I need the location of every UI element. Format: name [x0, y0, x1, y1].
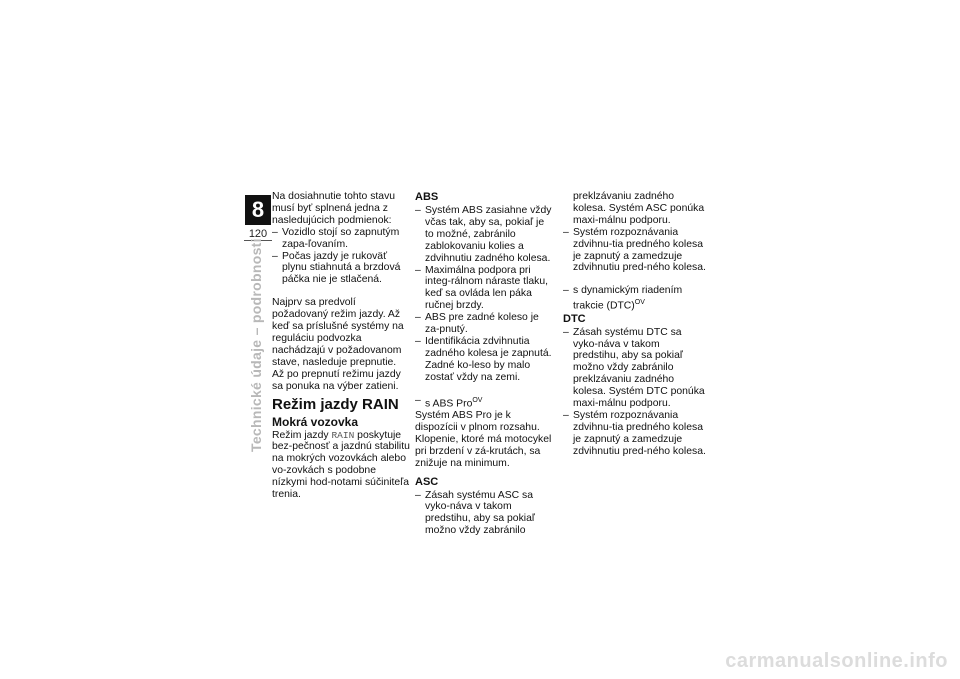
option-superscript: OV	[634, 299, 645, 307]
dash-bullet: –	[563, 409, 569, 421]
list-item: – Vozidlo stojí so zapnutým zapa-ľovaním.	[272, 226, 400, 250]
section-heading: Režim jazdy RAIN	[272, 395, 399, 413]
list-item: – Systém rozpoznávania zdvihnu-tia predného kolesa je zapnutý a zamedzuje zdvihnutiu pred-ného kolesa.	[563, 409, 706, 457]
option-superscript: OV	[472, 396, 483, 404]
body-paragraph: Režim jazdy RAIN poskytuje bez-pečnosť a jazdnú stabilitu na mokrých vozovkách alebo vo-zovkách s podobne nízkymi hod-notami súčiniteľa trenia.	[272, 429, 410, 501]
dash-bullet: –	[272, 250, 278, 262]
text-column-1	[272, 191, 412, 501]
list-item: – Identifikácia zdvihnutia zadného kolesa je zapnutá. Zadné ko-leso by malo zostať vždy na zemi.	[415, 335, 552, 383]
list-item: – Zásah systému ASC sa vyko-náva v takom predstihu, aby sa pokiaľ možno vždy zabránilo	[415, 489, 535, 537]
dash-bullet: –	[563, 226, 569, 238]
dash-bullet: –	[563, 285, 569, 297]
text-column-2	[415, 191, 555, 537]
dash-bullet: –	[415, 489, 421, 501]
list-item: – Počas jazdy je rukoväť plynu stiahnutá a brzdová páčka nie je stlačená.	[272, 250, 401, 286]
asc-heading: ASC	[415, 475, 439, 488]
option-label: – s ABS Pro$^{OV}$	[415, 394, 483, 410]
watermark: carmanualsonline.info	[725, 650, 948, 672]
dash-bullet: –	[415, 394, 421, 406]
dash-bullet: –	[415, 312, 421, 324]
list-item: – Systém ABS zasiahne vždy včas tak, aby sa, pokiaľ je to možné, zabránilo zablokovaniu kolies a zdvihnutiu zadného kolesa.	[415, 205, 552, 264]
dtc-heading: DTC	[563, 312, 586, 325]
body-paragraph: Až po prepnutí režimu jazdy sa ponuka na výber zatieni.	[272, 368, 401, 392]
list-item: – Maximálna podpora pri integ-rálnom náraste tlaku, keď sa ovláda len páka ručnej brzdy.	[415, 264, 549, 312]
list-item: – Zásah systému DTC sa vyko-náva v takom predstihu, aby sa pokiaľ možno vždy zabránilo preklzávaniu zadného kolesa. Systém DTC ponúka maxi-málnu podporu.	[563, 326, 705, 410]
section-side-title: Technické údaje – podrobnosti	[248, 238, 264, 452]
list-item: – Systém rozpoznávania zdvihnu-tia predného kolesa je zapnutý a zamedzuje zdvihnutiu pred-ného kolesa.	[563, 226, 706, 274]
abs-heading: ABS	[415, 191, 439, 203]
subsection-heading: Mokrá vozovka	[272, 414, 359, 429]
body-paragraph: Systém ABS Pro je k dispozícii v plnom rozsahu. Klopenie, ktoré má motocykel pri brzdení v zá-krutách, sa znižuje na minimum.	[415, 409, 552, 469]
page-number: 120	[248, 228, 268, 240]
list-item: – ABS pre zadné koleso je za-pnutý.	[415, 312, 539, 336]
dash-bullet: –	[272, 226, 278, 238]
chapter-number: 8	[245, 195, 271, 225]
text-column-3	[563, 191, 708, 458]
mode-name-rain: RAIN	[331, 429, 355, 441]
dash-bullet: –	[415, 335, 421, 347]
body-paragraph: Najprv sa predvolí požadovaný režim jazdy. Až keď sa príslušné systémy na reguláciu podvozka nachádzajú v požadovanom stave, nasleduje prepnutie.	[272, 297, 404, 368]
list-item-continuation: preklzávaniu zadného kolesa. Systém ASC ponúka maxi-málnu podporu.	[573, 191, 705, 226]
dash-bullet: –	[415, 264, 421, 276]
dash-bullet: –	[415, 205, 421, 216]
dash-bullet: –	[563, 326, 569, 338]
option-label: – s dynamickým riadením trakcie (DTC)$^{OV}$	[563, 285, 683, 312]
intro-paragraph: Na dosiahnutie tohto stavu musí byť splnená jedna z nasledujúcich podmienok:	[272, 191, 396, 226]
